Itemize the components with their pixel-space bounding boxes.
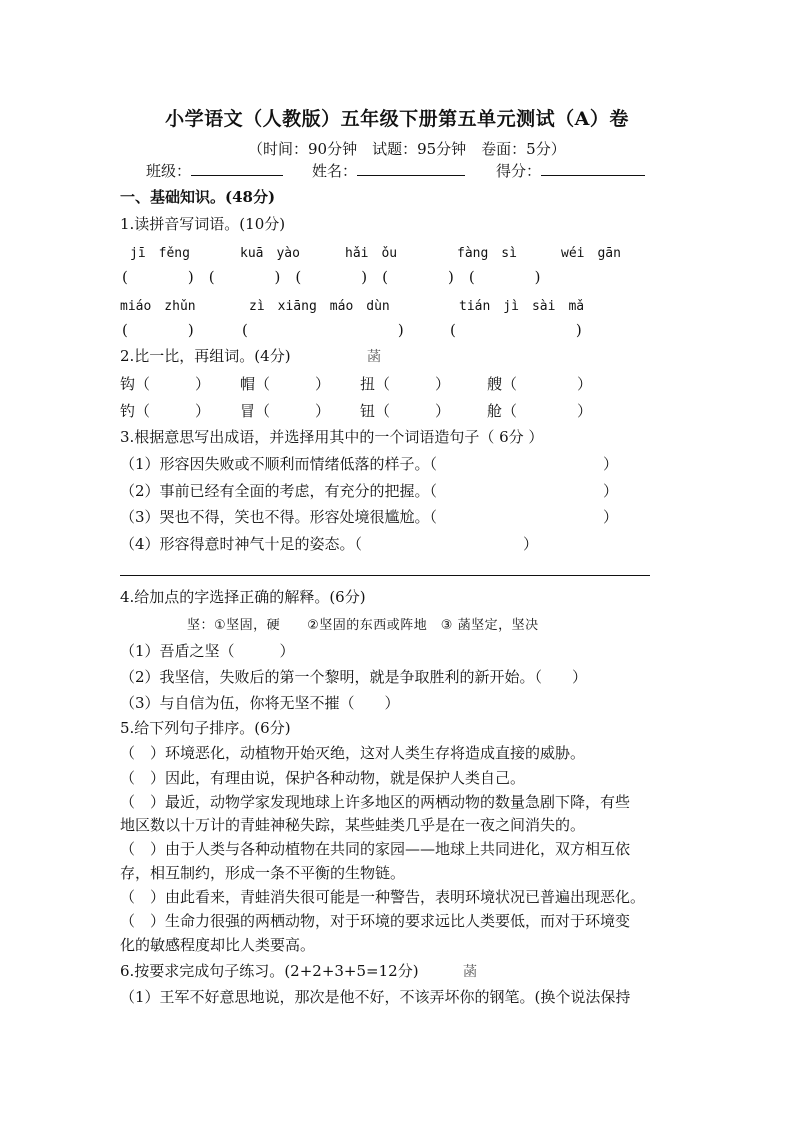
q1-pinyin-3: hǎi ǒu (345, 246, 398, 261)
exam-subtitle: （时间：90分钟 试题：95分钟 卷面：5分） (248, 140, 566, 158)
score-label: 得分： (496, 162, 542, 180)
q5-heading: 5.给下列句子排序。(6分) (120, 719, 291, 737)
name-label: 姓名： (312, 162, 358, 180)
q3-item-1-close: ） (603, 455, 619, 473)
q2-heading: 2.比一比，再组词。(4分) (120, 347, 291, 365)
q5-line-3: （ ）最近，动物学家发现地球上许多地区的两栖动物的数量急剧下降，有些 (120, 793, 631, 811)
q5-line-9: 化的敏感程度却比人类要高。 (120, 936, 316, 954)
q2-row2-item2[interactable]: 冒（ ） (240, 402, 331, 420)
q4-definitions: 坚：①坚固，硬 ②坚固的东西或阵地 ③ 菡坚定，坚决 (187, 618, 539, 633)
q2-row1-item2[interactable]: 帽（ ） (240, 375, 331, 393)
q3-heading: 3.根据意思写出成语，并选择用其中的一个词语造句子（ 6分 ） (120, 428, 544, 446)
q3-item-2-close: ） (603, 482, 619, 500)
q1-pinyin-8: tián jì sài mǎ (459, 299, 585, 314)
q5-line-7: （ ）由此看来，青蛙消失很可能是一种警告，表明环境状况已普遍出现恶化。 (120, 888, 646, 906)
q1-pinyin-4: fàng sì (457, 246, 517, 261)
q5-line-6: 存，相互制约，形成一条不平衡的生物链。 (120, 864, 406, 882)
name-field (312, 160, 465, 181)
q1-pinyin-6: miáo zhǔn (120, 299, 196, 314)
q1-pinyin-2: kuā yào (240, 246, 300, 261)
q2-row2-item3[interactable]: 钮（ ） (360, 402, 451, 420)
q2-row1-item1[interactable]: 钩（ ） (120, 375, 211, 393)
q2-row1-item4[interactable]: 艘（ ） (487, 375, 593, 393)
q1-blank-6[interactable]: ( ) (122, 321, 194, 339)
q2-row1-item3[interactable]: 扭（ ） (360, 375, 451, 393)
q1-heading: 1.读拼音写词语。(10分) (120, 215, 286, 233)
exam-title: 小学语文（人教版）五年级下册第五单元测试（A）卷 (165, 108, 629, 130)
q1-blanks-row1[interactable]: ( ) ( ) ( ) ( ) ( ) (122, 268, 541, 286)
q4-item-3: （3）与自信为伍，你将无坚不摧（ ） (120, 694, 400, 712)
q4-heading: 4.给加点的字选择正确的解释。(6分) (120, 588, 366, 606)
q2-stray-char: 菡 (367, 349, 381, 365)
q3-item-1: （1）形容因失败或不顺利而情绪低落的样子。（ (120, 455, 438, 473)
q3-item-4-close: ） (523, 535, 539, 553)
q5-line-2: （ ）因此，有理由说，保护各种动物，就是保护人类自己。 (120, 769, 526, 787)
q6-line-1: （1）王军不好意思地说，那次是他不好，不该弄坏你的钢笔。(换个说法保持 (120, 988, 631, 1006)
q2-row2-item1[interactable]: 钓（ ） (120, 402, 211, 420)
q3-sentence-line[interactable] (120, 575, 650, 576)
q6-heading: 6.按要求完成句子练习。(2+2+3+5=12分) (120, 962, 419, 980)
q1-pinyin-7: zì xiāng máo dùn (249, 299, 390, 314)
class-label: 班级： (146, 162, 192, 180)
q1-blank-7[interactable]: ( ) (242, 321, 404, 339)
q3-item-4: （4）形容得意时神气十足的姿态。（ (120, 535, 363, 553)
score-field (496, 160, 645, 181)
name-blank[interactable] (357, 161, 465, 176)
q5-line-4: 地区数以十万计的青蛙神秘失踪，某些蛙类几乎是在一夜之间消失的。 (120, 816, 586, 834)
q1-blank-8[interactable]: ( ) (450, 321, 582, 339)
q1-pinyin-5: wéi gān (561, 246, 621, 261)
q1-pinyin-1: jī fěng (130, 246, 190, 261)
q3-item-2: （2）事前已经有全面的考虑，有充分的把握。（ (120, 482, 438, 500)
score-blank[interactable] (541, 161, 645, 176)
class-blank[interactable] (191, 161, 283, 176)
q5-line-1: （ ）环境恶化，动植物开始灭绝，这对人类生存将造成直接的威胁。 (120, 744, 586, 762)
q4-item-1: （1）吾盾之坚（ ） (120, 642, 295, 660)
q3-item-3-close: ） (603, 508, 619, 526)
section-basic-knowledge: 一、基础知识。(48分) (120, 188, 276, 206)
q5-line-5: （ ）由于人类与各种动植物在共同的家园——地球上共同进化，双方相互依 (120, 840, 631, 858)
q5-line-8: （ ）生命力很强的两栖动物，对于环境的要求远比人类要低，而对于环境变 (120, 912, 631, 930)
q6-stray-char: 菡 (463, 964, 477, 980)
q4-item-2: （2）我坚信，失败后的第一个黎明，就是争取胜利的新开始。（ ） (120, 668, 588, 686)
q3-item-3: （3）哭也不得，笑也不得。形容处境很尴尬。（ (120, 508, 438, 526)
class-field (146, 160, 283, 181)
q2-row2-item4[interactable]: 舱（ ） (487, 402, 593, 420)
